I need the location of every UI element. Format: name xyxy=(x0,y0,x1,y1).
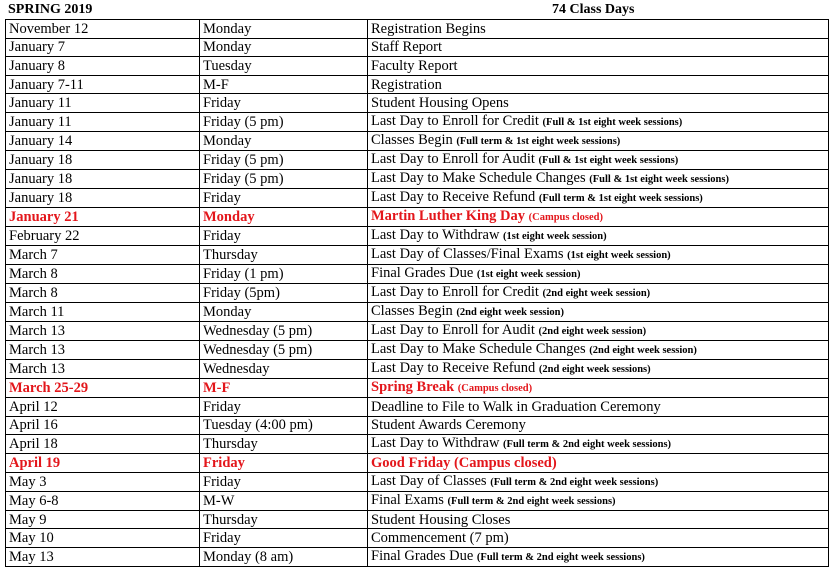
event-label: Registration xyxy=(371,76,442,93)
table-row xyxy=(6,57,829,76)
event-label: Last Day to Withdraw xyxy=(371,435,500,452)
date-cell: April 19 xyxy=(6,454,200,473)
event-label: Last Day of Classes xyxy=(371,472,487,489)
table-row xyxy=(6,435,829,454)
date-cell: March 13 xyxy=(6,321,200,340)
table-row xyxy=(6,302,829,321)
day-cell: Friday xyxy=(200,226,368,245)
day-cell: Friday (5 pm) xyxy=(200,169,368,188)
day-cell: Tuesday (4:00 pm) xyxy=(200,416,368,435)
session-note: (1st eight week session) xyxy=(476,268,581,280)
day-cell: Thursday xyxy=(200,435,368,454)
day-cell: Friday xyxy=(200,472,368,491)
date-cell: January 8 xyxy=(6,57,200,76)
table-row-closure xyxy=(6,378,829,397)
day-cell: Friday (1 pm) xyxy=(200,264,368,283)
day-cell: Wednesday xyxy=(200,359,368,378)
event-cell xyxy=(368,472,829,491)
day-cell: Monday xyxy=(200,302,368,321)
table-row xyxy=(6,20,829,39)
date-cell: January 7-11 xyxy=(6,75,200,94)
event-label: Last Day to Enroll for Credit xyxy=(371,283,539,300)
event-cell xyxy=(368,359,829,378)
event-cell xyxy=(368,150,829,169)
table-row xyxy=(6,94,829,113)
date-cell: January 14 xyxy=(6,131,200,150)
date-cell: March 13 xyxy=(6,359,200,378)
table-row xyxy=(6,340,829,359)
table-row xyxy=(6,245,829,264)
event-cell xyxy=(368,57,829,76)
event-label: Student Housing Closes xyxy=(371,511,511,528)
event-cell xyxy=(368,529,829,548)
event-cell xyxy=(368,169,829,188)
table-row xyxy=(6,510,829,529)
day-cell: Friday xyxy=(200,397,368,416)
event-cell xyxy=(368,283,829,302)
event-label: Final Grades Due xyxy=(371,264,474,281)
day-cell: Friday xyxy=(200,188,368,207)
session-note: (2nd eight week sessions) xyxy=(538,363,651,375)
day-cell: Monday xyxy=(200,131,368,150)
session-note: (Full & 1st eight week sessions) xyxy=(542,116,683,128)
session-note: (Full term & 2nd eight week sessions) xyxy=(476,551,645,563)
session-note: (Full term & 1st eight week sessions) xyxy=(538,192,703,204)
table-row xyxy=(6,283,829,302)
day-cell: M-F xyxy=(200,75,368,94)
table-row xyxy=(6,547,829,566)
event-label: Faculty Report xyxy=(371,57,458,74)
day-cell: Monday xyxy=(200,207,368,226)
session-note: (Full term & 2nd eight week sessions) xyxy=(503,439,672,451)
table-row-closure xyxy=(6,454,829,473)
event-cell xyxy=(368,112,829,131)
event-cell xyxy=(368,245,829,264)
table-row xyxy=(6,359,829,378)
date-cell: January 18 xyxy=(6,150,200,169)
session-note: (2nd eight week session) xyxy=(542,287,651,299)
date-cell: March 7 xyxy=(6,245,200,264)
table-row xyxy=(6,169,829,188)
session-note: (Full term & 1st eight week sessions) xyxy=(456,135,621,147)
date-cell: January 7 xyxy=(6,38,200,57)
date-cell: May 3 xyxy=(6,472,200,491)
day-cell: M-F xyxy=(200,378,368,397)
event-label: Last Day to Receive Refund xyxy=(371,359,536,376)
event-label: Staff Report xyxy=(371,39,443,56)
event-label: Classes Begin xyxy=(371,131,453,148)
event-cell xyxy=(368,416,829,435)
event-cell xyxy=(368,547,829,566)
date-cell: April 16 xyxy=(6,416,200,435)
date-cell: March 11 xyxy=(6,302,200,321)
event-label: Student Awards Ceremony xyxy=(371,417,526,434)
event-label: Final Grades Due xyxy=(371,547,474,564)
event-cell xyxy=(368,302,829,321)
table-row xyxy=(6,226,829,245)
date-cell: March 13 xyxy=(6,340,200,359)
table-row-closure xyxy=(6,207,829,226)
event-cell xyxy=(368,75,829,94)
date-cell: January 18 xyxy=(6,188,200,207)
event-label: Registration Begins xyxy=(371,20,486,37)
table-row xyxy=(6,150,829,169)
event-label: Last Day of Classes/Final Exams xyxy=(371,245,564,262)
day-cell: Monday xyxy=(200,20,368,39)
table-row xyxy=(6,472,829,491)
date-cell: April 12 xyxy=(6,397,200,416)
day-cell: Friday (5pm) xyxy=(200,283,368,302)
date-cell: April 18 xyxy=(6,435,200,454)
day-cell: Friday xyxy=(200,529,368,548)
event-label: Last Day to Enroll for Credit xyxy=(371,112,539,129)
class-days-count: 74 Class Days xyxy=(552,2,635,17)
event-cell xyxy=(368,340,829,359)
session-note: (Campus closed) xyxy=(457,382,533,394)
event-cell xyxy=(368,397,829,416)
date-cell: May 6-8 xyxy=(6,491,200,510)
table-row xyxy=(6,112,829,131)
date-cell: May 10 xyxy=(6,529,200,548)
date-cell: March 8 xyxy=(6,264,200,283)
day-cell: Wednesday (5 pm) xyxy=(200,321,368,340)
event-cell xyxy=(368,94,829,113)
event-label: Good Friday (Campus closed) xyxy=(371,454,557,471)
event-cell xyxy=(368,435,829,454)
event-label: Last Day to Receive Refund xyxy=(371,188,536,205)
event-cell xyxy=(368,20,829,39)
event-cell xyxy=(368,38,829,57)
event-cell xyxy=(368,378,829,397)
date-cell: March 25-29 xyxy=(6,378,200,397)
event-label: Spring Break xyxy=(371,378,455,395)
event-label: Last Day to Enroll for Audit xyxy=(371,321,535,338)
date-cell: February 22 xyxy=(6,226,200,245)
event-cell xyxy=(368,454,829,473)
session-note: (2nd eight week session) xyxy=(456,306,565,318)
event-cell xyxy=(368,510,829,529)
day-cell: M-W xyxy=(200,491,368,510)
day-cell: Friday (5 pm) xyxy=(200,150,368,169)
event-label: Final Exams xyxy=(371,491,444,508)
date-cell: November 12 xyxy=(6,20,200,39)
table-row xyxy=(6,188,829,207)
event-label: Last Day to Enroll for Audit xyxy=(371,150,535,167)
event-label: Commencement (7 pm) xyxy=(371,530,509,547)
event-label: Classes Begin xyxy=(371,302,453,319)
session-note: (Full & 1st eight week sessions) xyxy=(589,173,729,185)
session-note: (Full term & 2nd eight week sessions) xyxy=(447,495,616,507)
session-note: (Full term & 2nd eight week sessions) xyxy=(490,476,659,488)
event-label: Deadline to File to Walk in Graduation Ceremony xyxy=(371,398,661,415)
date-cell: January 11 xyxy=(6,94,200,113)
session-note: (Campus closed) xyxy=(528,211,604,223)
date-cell: May 9 xyxy=(6,510,200,529)
event-label: Student Housing Opens xyxy=(371,95,509,112)
table-row xyxy=(6,416,829,435)
table-row xyxy=(6,264,829,283)
day-cell: Monday (8 am) xyxy=(200,547,368,566)
day-cell: Tuesday xyxy=(200,57,368,76)
day-cell: Wednesday (5 pm) xyxy=(200,340,368,359)
table-row xyxy=(6,75,829,94)
table-row xyxy=(6,321,829,340)
table-row xyxy=(6,131,829,150)
event-cell xyxy=(368,207,829,226)
event-label: Martin Luther King Day xyxy=(371,207,525,224)
event-cell xyxy=(368,131,829,150)
event-cell xyxy=(368,321,829,340)
date-cell: March 8 xyxy=(6,283,200,302)
event-label: Last Day to Withdraw xyxy=(371,226,500,243)
event-label: Last Day to Make Schedule Changes xyxy=(371,340,586,357)
event-label: Last Day to Make Schedule Changes xyxy=(371,169,586,186)
day-cell: Friday (5 pm) xyxy=(200,112,368,131)
day-cell: Friday xyxy=(200,454,368,473)
event-cell xyxy=(368,264,829,283)
session-note: (Full & 1st eight week sessions) xyxy=(538,154,679,166)
day-cell: Thursday xyxy=(200,245,368,264)
session-note: (1st eight week session) xyxy=(503,230,607,242)
table-row xyxy=(6,529,829,548)
event-cell xyxy=(368,226,829,245)
session-note: (1st eight week session) xyxy=(567,249,671,261)
date-cell: January 11 xyxy=(6,112,200,131)
date-cell: May 13 xyxy=(6,547,200,566)
date-cell: January 21 xyxy=(6,207,200,226)
table-row xyxy=(6,38,829,57)
session-note: (2nd eight week session) xyxy=(538,325,647,337)
term-title: SPRING 2019 xyxy=(8,2,93,17)
table-row xyxy=(6,397,829,416)
calendar-body xyxy=(6,20,829,567)
event-cell xyxy=(368,188,829,207)
session-note: (2nd eight week session) xyxy=(589,344,697,356)
day-cell: Monday xyxy=(200,38,368,57)
table-row xyxy=(6,491,829,510)
date-cell: January 18 xyxy=(6,169,200,188)
event-cell xyxy=(368,491,829,510)
calendar-table xyxy=(5,19,829,567)
day-cell: Friday xyxy=(200,94,368,113)
day-cell: Thursday xyxy=(200,510,368,529)
